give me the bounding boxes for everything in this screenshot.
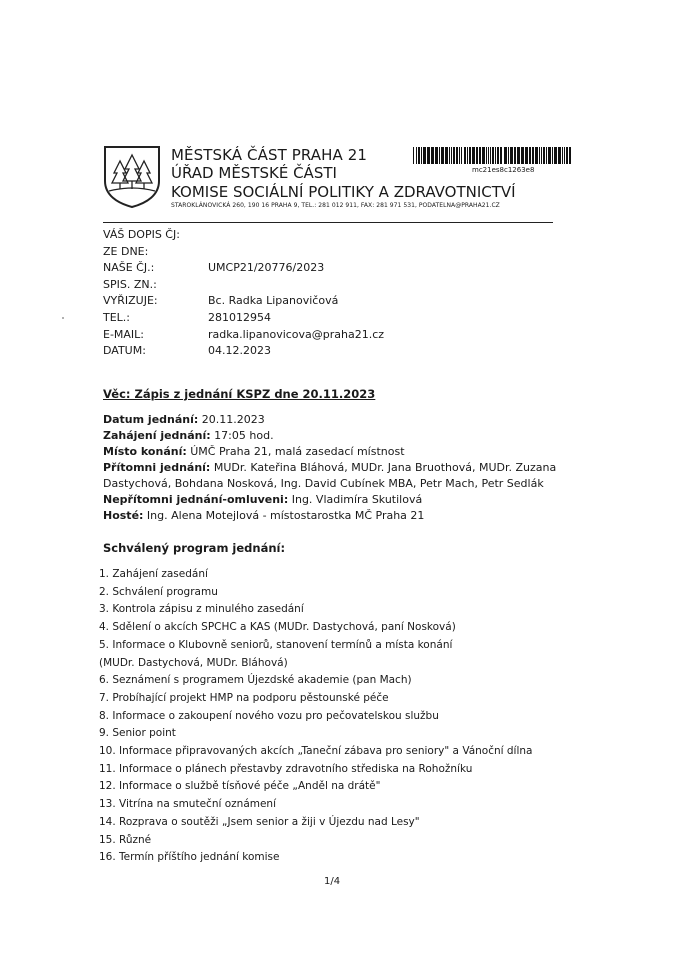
list-item: 6. Seznámení s programem Újezdské akademie (pan Mach) (99, 674, 412, 687)
list-item: 13. Vitrína na smuteční oznámení (99, 798, 277, 811)
meeting-date: Datum jednání: 20.11.2023 (103, 413, 265, 426)
meeting-info (103, 412, 563, 524)
list-item: 9. Senior point (99, 727, 176, 740)
coat-of-arms-logo (103, 145, 161, 208)
header-address: STAROKLÁNOVICKÁ 260, 190 16 PRAHA 9, TEL.: 281 012 911, FAX: 281 971 531, PODATELNA@PRAHA21.CZ (171, 202, 500, 209)
header-committee: KOMISE SOCIÁLNÍ POLITIKY A ZDRAVOTNICTVÍ (171, 183, 516, 201)
meeting-start: Zahájení jednání: 17:05 hod. (103, 429, 274, 442)
list-item: 11. Informace o plánech přestavby zdravotního střediska na Rohožníku (99, 762, 473, 775)
meeting-attendees: Přítomni jednání: MUDr. Kateřina Bláhová, MUDr. Jana Bruothová, MUDr. Zuzana Dastychová, Bohdana Nosková, Ing. David Cubínek MBA, Petr Mach, Petr Sedlák (103, 461, 557, 490)
barcode-text: mc21es8c1263e8 (472, 166, 535, 174)
barcode-image (413, 147, 572, 164)
scan-speck (62, 317, 64, 319)
list-item: 14. Rozprava o soutěži „Jsem senior a žiji v Újezdu nad Lesy" (99, 815, 420, 828)
meeting-guests: Hosté: Ing. Alena Motejlová - místostarostka MČ Praha 21 (103, 509, 425, 522)
list-item: 1. Zahájení zasedání (99, 568, 208, 580)
list-item: 12. Informace o službě tísňové péče „Anděl na drátě" (99, 780, 381, 793)
meeting-place: Místo konání: ÚMČ Praha 21, malá zasedací místnost (103, 445, 405, 458)
header-municipality: MĚSTSKÁ ČÁST PRAHA 21 (171, 146, 368, 164)
page-number: 1/4 (324, 876, 341, 887)
list-item: 10. Informace připravovaných akcích „Taneční zábava pro seniory" a Vánoční dílna (99, 745, 533, 758)
program-list (99, 566, 579, 867)
header-divider (103, 222, 553, 223)
list-item: 16. Termín příštího jednání komise (99, 851, 280, 864)
list-item: 15. Různé (99, 833, 152, 846)
program-title: Schválený program jednání: (103, 541, 286, 555)
list-item: 4. Sdělení o akcích SPCHC a KAS (MUDr. Dastychová, paní Nosková) (99, 621, 456, 634)
list-item: 3. Kontrola zápisu z minulého zasedání (99, 603, 304, 616)
list-item: (MUDr. Dastychová, MUDr. Bláhová) (99, 656, 288, 669)
header-office: ÚŘAD MĚSTSKÉ ČÁSTI (171, 164, 337, 182)
list-item: 8. Informace o zakoupení nového vozu pro pečovatelskou službu (99, 709, 439, 722)
meeting-excused: Nepřítomni jednání-omluveni: Ing. Vladimíra Skutilová (103, 493, 423, 506)
list-item: 7. Probíhající projekt HMP na podporu pěstounské péče (99, 691, 389, 704)
list-item: 5. Informace o Klubovně seniorů, stanovení termínů a místa konání (99, 638, 453, 651)
list-item: 2. Schválení programu (99, 585, 218, 598)
document-subject: Věc: Zápis z jednání KSPZ dne 20.11.2023 (103, 387, 376, 401)
